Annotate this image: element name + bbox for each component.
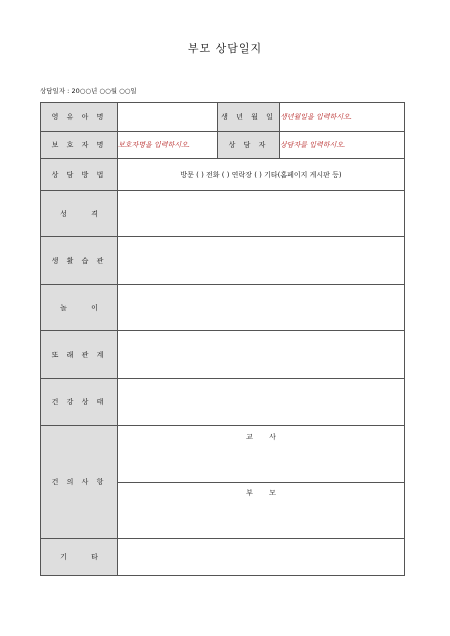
row-suggestions <box>41 426 405 539</box>
field-infant-name[interactable] <box>118 103 218 132</box>
field-peers[interactable] <box>118 331 405 379</box>
label-birth-date: 생 년 월 일 <box>218 103 280 132</box>
row-health <box>41 379 405 426</box>
row-method <box>41 159 405 191</box>
suggestions-cell <box>118 426 405 539</box>
label-play: 놀 이 <box>41 285 118 331</box>
field-suggestions-parent[interactable] <box>118 482 404 538</box>
field-personality[interactable] <box>118 191 405 237</box>
label-health: 건 강 상 태 <box>41 379 118 426</box>
label-peers: 또 래 관 계 <box>41 331 118 379</box>
field-counselor[interactable]: 상담자를 입력하시오. <box>280 132 405 159</box>
row-peers <box>41 331 405 379</box>
field-birth-date[interactable]: 생년월일을 입력하시오. <box>280 103 405 132</box>
row-etc <box>41 539 405 576</box>
field-play[interactable] <box>118 285 405 331</box>
label-method: 상 담 방 법 <box>41 159 118 191</box>
label-habits: 생 활 습 관 <box>41 237 118 285</box>
field-health[interactable] <box>118 379 405 426</box>
row-personality <box>41 191 405 237</box>
label-infant-name: 영 유 아 명 <box>41 103 118 132</box>
label-etc: 기 타 <box>41 539 118 576</box>
consultation-date: 상담일자 : 20○○년 ○○월 ○○일 <box>40 87 137 95</box>
label-personality: 성 격 <box>41 191 118 237</box>
row-habits <box>41 237 405 285</box>
field-method[interactable]: 방문 ( ) 전화 ( ) 연락장 ( ) 기타(홈페이지 게시판 등) <box>118 159 405 191</box>
suggestions-parent-heading: 부 모 <box>246 489 276 497</box>
row-guardian-counselor <box>41 132 405 159</box>
label-guardian-name: 보 호 자 명 <box>41 132 118 159</box>
field-guardian-name[interactable]: 보호자명을 입력하시오. <box>118 132 218 159</box>
row-infant-birth <box>41 103 405 132</box>
label-counselor: 상 담 자 <box>218 132 280 159</box>
field-suggestions-teacher[interactable] <box>118 426 404 483</box>
field-habits[interactable] <box>118 237 405 285</box>
consultation-form-table <box>40 102 405 576</box>
field-etc[interactable] <box>118 539 405 576</box>
label-suggestions: 건 의 사 항 <box>41 426 118 539</box>
page-title: 부모 상담일지 <box>187 42 263 55</box>
suggestions-teacher-heading: 교 사 <box>246 433 276 441</box>
row-play <box>41 285 405 331</box>
